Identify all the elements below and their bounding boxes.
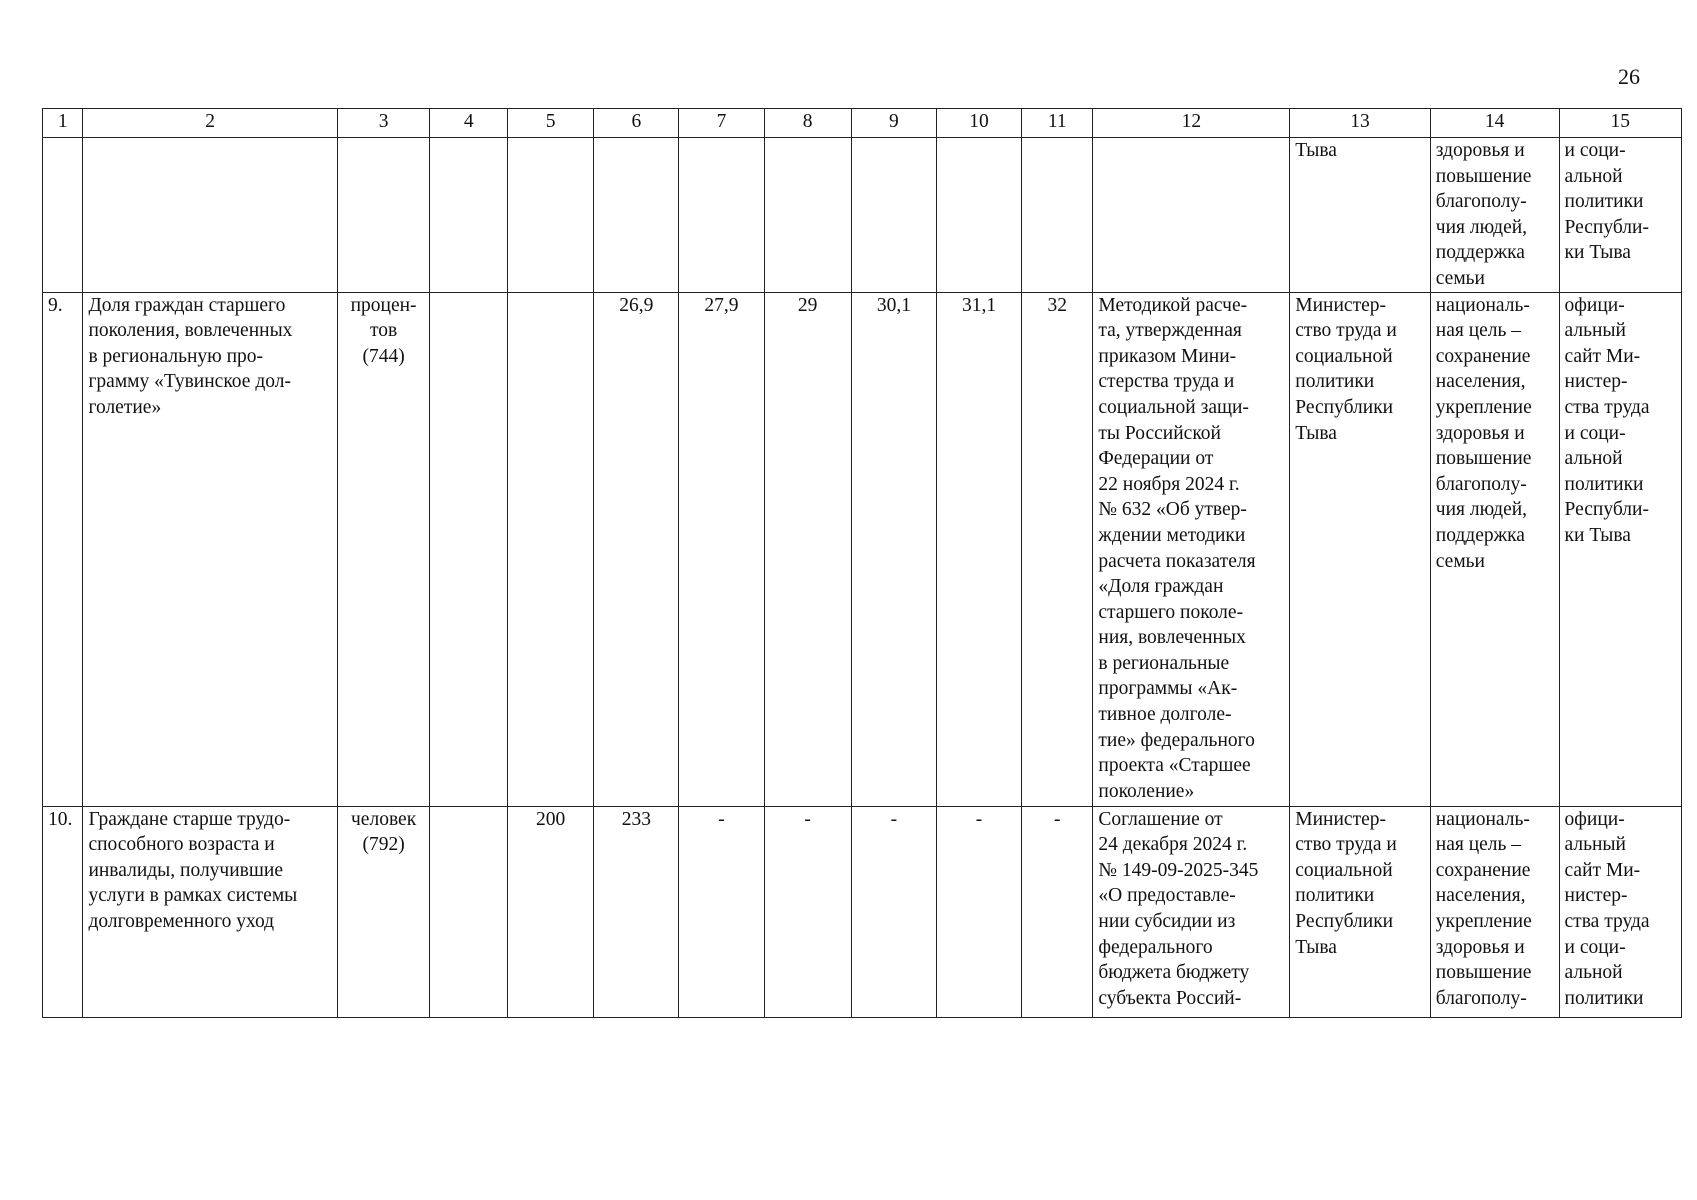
table-row [43,292,1682,806]
header-cell: 5 [508,109,594,138]
goal-cell: националь- ная цель – сохранение населения, укрепление здоровья и повышение благополу- [1430,806,1559,1017]
source-text: и соци- альной политики Республи- ки Тыва [1564,140,1649,264]
header-cell: 6 [594,109,679,138]
value-cell: 31,1 [936,292,1021,806]
header-cell: 3 [337,109,430,138]
header-cell: 10 [936,109,1021,138]
table-cell [43,138,83,293]
value-cell: 32 [1022,292,1093,806]
value-cell: 26,9 [594,292,679,806]
table-cell [1093,138,1290,293]
header-cell: 8 [764,109,851,138]
header-cell: 9 [851,109,936,138]
value-cell: 200 [508,806,594,1017]
table-cell [1022,138,1093,293]
value-cell: 30,1 [851,292,936,806]
header-cell: 12 [1093,109,1290,138]
table-row [43,806,1682,1017]
row-number: 9. [43,292,83,806]
indicator-name: Доля граждан старшего поколения, вовлеченных в региональную про- грамму «Тувинское дол- голетие» [83,292,337,806]
table-cell [83,138,337,293]
header-cell: 15 [1559,109,1681,138]
header-cell: 1 [43,109,83,138]
header-row [43,109,1682,138]
table-cell [1559,138,1681,293]
table-cell [594,138,679,293]
value-cell [508,292,594,806]
header-cell: 7 [679,109,764,138]
header-cell: 11 [1022,109,1093,138]
unit-cell: человек (792) [337,806,430,1017]
responsible-cell: Министер- ство труда и социальной политики Республики Тыва [1290,292,1430,806]
table-cell [508,138,594,293]
value-cell: 233 [594,806,679,1017]
indicator-name: Граждане старше трудо- способного возраста и инвалиды, получившие услуги в рамках системы долговременного уход [83,806,337,1017]
value-cell: 27,9 [679,292,764,806]
methodology-cell: Соглашение от 24 декабря 2024 г. № 149-09-2025-345 «О предоставле- нии субсидии из федерального бюджета бюджету субъекта Россий- [1093,806,1290,1017]
value-cell [430,292,508,806]
table-cell [337,138,430,293]
table-cell [679,138,764,293]
unit-cell: процен- тов (744) [337,292,430,806]
page-number: 26 [1618,64,1640,89]
table-cell [936,138,1021,293]
value-cell: - [851,806,936,1017]
continuation-row [43,138,1682,293]
table-cell [1290,138,1430,293]
table-cell [430,138,508,293]
value-cell [430,806,508,1017]
source-cell: офици- альный сайт Ми- нистер- ства труда и соци- альной политики [1559,806,1681,1017]
value-cell: - [936,806,1021,1017]
header-cell: 4 [430,109,508,138]
row-number: 10. [43,806,83,1017]
table-cell [1430,138,1559,293]
table-cell [851,138,936,293]
value-cell: - [679,806,764,1017]
header-cell: 13 [1290,109,1430,138]
value-cell: - [1022,806,1093,1017]
value-cell: - [764,806,851,1017]
header-cell: 14 [1430,109,1559,138]
responsible-text: Тыва [1295,140,1337,161]
responsible-cell: Министер- ство труда и социальной политики Республики Тыва [1290,806,1430,1017]
value-cell: 29 [764,292,851,806]
methodology-cell: Методикой расче- та, утвержденная приказом Мини- стерства труда и социальной защи- ты Российской Федерации от 22 ноября 2024 г. № 632 «Об утвер- ждении методики расчета показателя «Доля граждан старшего поколе- ния, вовлеченных в региональные программы «Ак- тивное долголе- тие» федерального проекта «Старшее поколение» [1093,292,1290,806]
table-cell [764,138,851,293]
header-cell: 2 [83,109,337,138]
goal-cell: националь- ная цель – сохранение населения, укрепление здоровья и повышение благополу- чия людей, поддержка семьи [1430,292,1559,806]
source-cell: офици- альный сайт Ми- нистер- ства труда и соци- альной политики Республи- ки Тыва [1559,292,1681,806]
goal-text: здоровья и повышение благополу- чия людей, поддержка семьи [1435,140,1532,289]
indicators-table [42,108,1682,1018]
